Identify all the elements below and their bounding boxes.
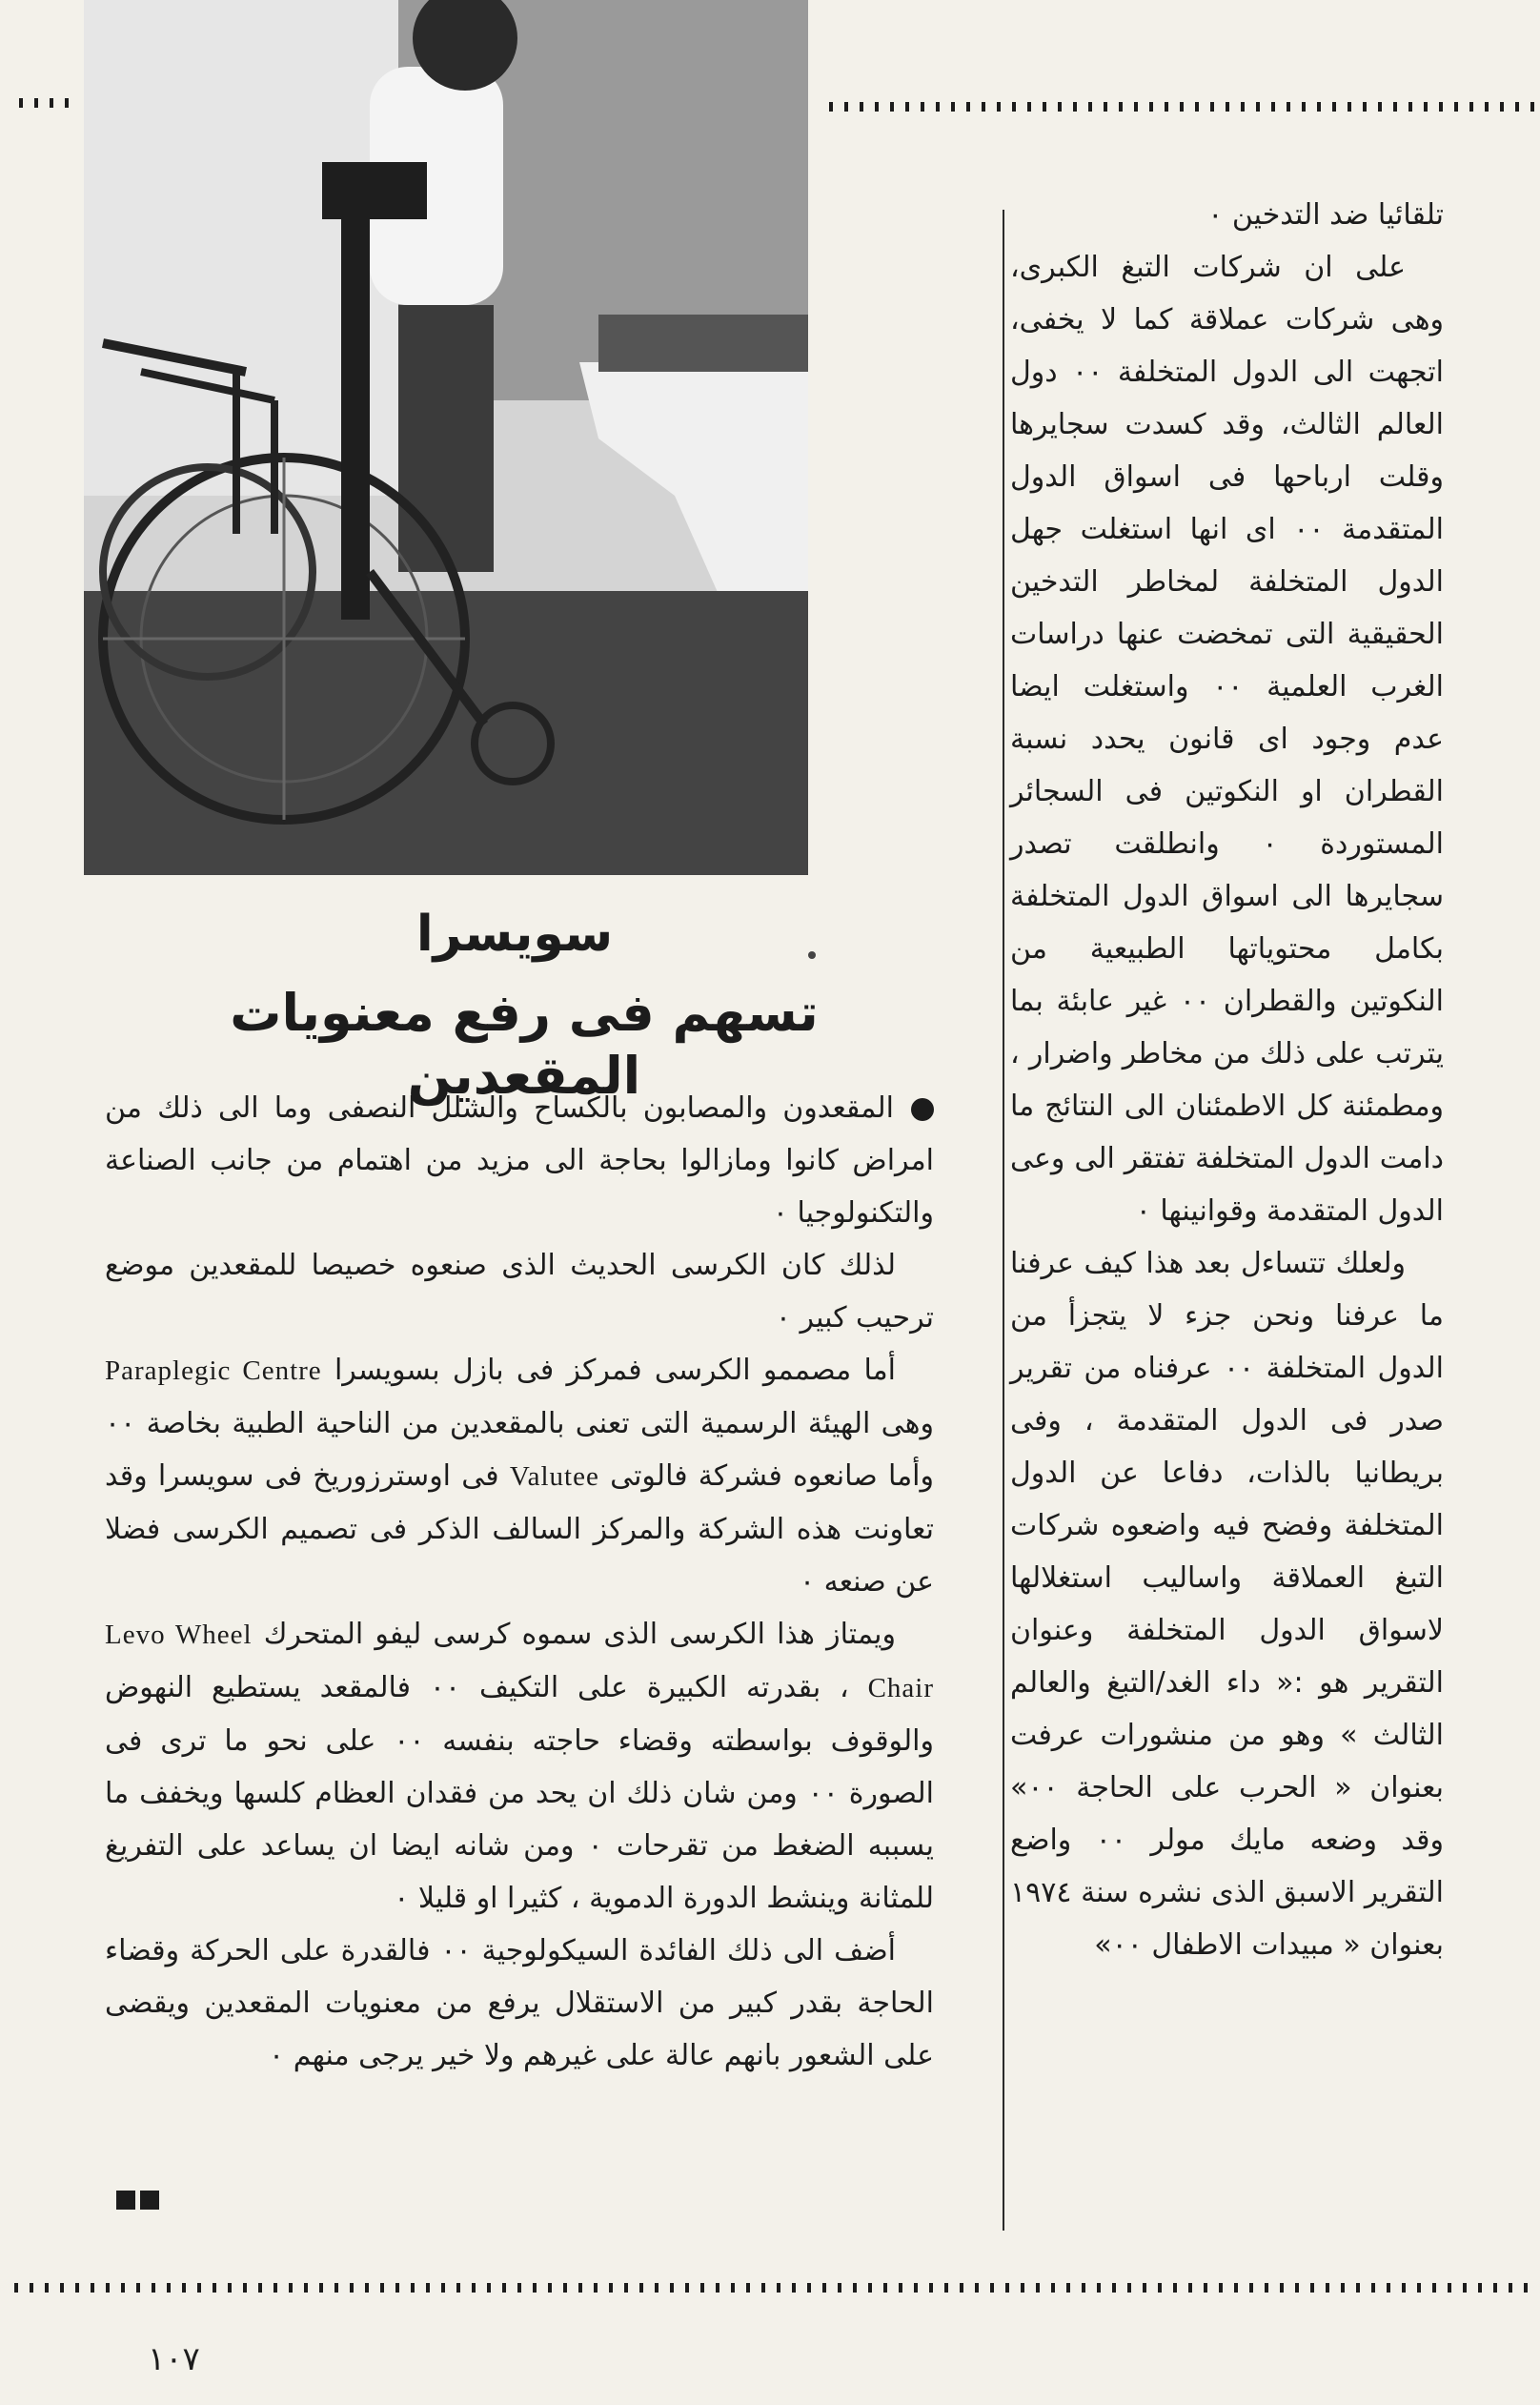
- article-title-main: تسهم فى رفع معنويات المقعدين: [230, 983, 819, 1106]
- right-paragraph: تلقائيا ضد التدخين ٠: [1207, 198, 1444, 232]
- top-dotted-rule-right: [829, 99, 1534, 114]
- english-term: Paraplegic Centre: [105, 1355, 322, 1386]
- article-paragraph: أضف الى ذلك الفائدة السيكولوجية ٠٠ فالقدرة على الحركة وقضاء الحاجة بقدر كبير من الاستقلال يرفع من معنويات المقعدين ويقضى على الشعور بانهم عالة على غيرهم ولا خير يرجى منهم ٠: [105, 1934, 934, 2072]
- english-term: Valutee: [509, 1461, 599, 1492]
- bottom-dotted-rule: [14, 2280, 1534, 2295]
- article-paragraph: [105, 1082, 934, 1239]
- page-number: ١٠٧: [148, 2340, 200, 2378]
- article-title-country: سويسرا: [415, 906, 614, 963]
- bullet-icon: [911, 1098, 934, 1121]
- right-paragraph: ولعلك تتساءل بعد هذا كيف عرفنا ما عرفنا ونحن جزء لا يتجزأ من الدول المتخلفة ٠٠ عرفناه من تقرير صدر فى الدول المتقدمة ، وفى بريطانيا بالذات، دفاعا عن الدول المتخلفة وفضح فيه واضعوه شركات التبغ العملاقة واساليب استغلالها لاسواق الدول المتخلفة وعنوان التقرير هو :« داء الغد/التبغ والعالم الثالث » وهو من منشورات عرفت بعنوان « الحرب على الحاجة ٠٠» وقد وضعه مايك مولر ٠٠ واضع التقرير الاسبق الذى نشره سنة ١٩٧٤ بعنوان « مبيدات الاطفال ٠٠»: [1010, 1247, 1444, 1962]
- right-paragraph: على ان شركات التبغ الكبرى، وهى شركات عملاقة كما لا يخفى، اتجهت الى الدول المتخلفة ٠٠ دول العالم الثالث، وقد كسدت سجايرها وقلت ارباحها فى اسواق الدول المتقدمة ٠٠ اى انها استغلت جهل الدول المتخلفة لمخاطر التدخين الحقيقية التى تمخضت عنها دراسات الغرب العلمية ٠٠ واستغلت ايضا عدم وجود اى قانون يحدد نسبة القطران او النكوتين فى السجائر المستوردة ٠ وانطلقت تصدر سجايرها الى اسواق الدول المتخلفة بكامل محتوياتها الطبيعية من النكوتين والقطران ٠٠ غير عابئة بما يترتب على ذلك من مخاطر واضرار ، ومطمئنة كل الاطمئنان الى النتائج ما دامت الدول المتخلفة تفتقر الى وعى الدول المتقدمة وقوانينها ٠: [1010, 251, 1445, 1228]
- decorative-dot: [808, 951, 816, 959]
- wheelchair-photo-icon: [84, 0, 808, 875]
- article-text: ويمتاز هذا الكرسى الذى سموه كرسى ليفو المتحرك: [263, 1618, 897, 1651]
- english-term: Levo Wheel Chair: [105, 1620, 935, 1703]
- article-paragraph: [105, 1608, 934, 1925]
- top-dotted-rule-left: [19, 95, 76, 111]
- article-text: فى اوسترزوريخ فى سويسرا وقد تعاونت هذه الشركة والمركز السالف الذكر فى تصميم الكرسى فضلا عن صنعه ٠: [105, 1459, 934, 1599]
- article-text: وهى الهيئة الرسمية التى تعنى بالمقعدين من الناحية الطبية بخاصة ٠٠ وأما صانعوه فشركة فالوتى: [105, 1407, 934, 1493]
- article-paragraph: [105, 1344, 934, 1608]
- article-body: [105, 1082, 934, 2082]
- column-divider: [1003, 210, 1004, 2231]
- wheelchair-photo: [84, 0, 808, 875]
- end-of-article-mark: [116, 2191, 164, 2213]
- article-paragraph: لذلك كان الكرسى الحديث الذى صنعوه خصيصا للمقعدين موضع ترحيب كبير ٠: [105, 1249, 934, 1335]
- right-column: [1010, 189, 1444, 1971]
- article-paragraph-text: المقعدون والمصابون بالكساح والشلل النصفى وما الى ذلك من امراض كانوا ومازالوا بحاجة الى مزيد من اهتمام من جانب الصناعة والتكنولوجيا ٠: [105, 1091, 934, 1230]
- article-text: ، بقدرته الكبيرة على التكيف ٠٠ فالمقعد يستطيع النهوض والوقوف بواسطته وقضاء حاجته بنفسه ٠٠ على نحو ما ترى فى الصورة ٠٠ ومن شان ذلك ان يحد من فقدان العظام كلسها ويخفف ما يسببه الضغط من تقرحات ٠ ومن شانه ايضا ان يساعد على التفريغ للمثانة وينشط الدورة الدموية ، كثيرا او قليلا ٠: [105, 1671, 935, 1915]
- article-text: أما مصممو الكرسى فمركز فى بازل بسويسرا: [334, 1354, 896, 1387]
